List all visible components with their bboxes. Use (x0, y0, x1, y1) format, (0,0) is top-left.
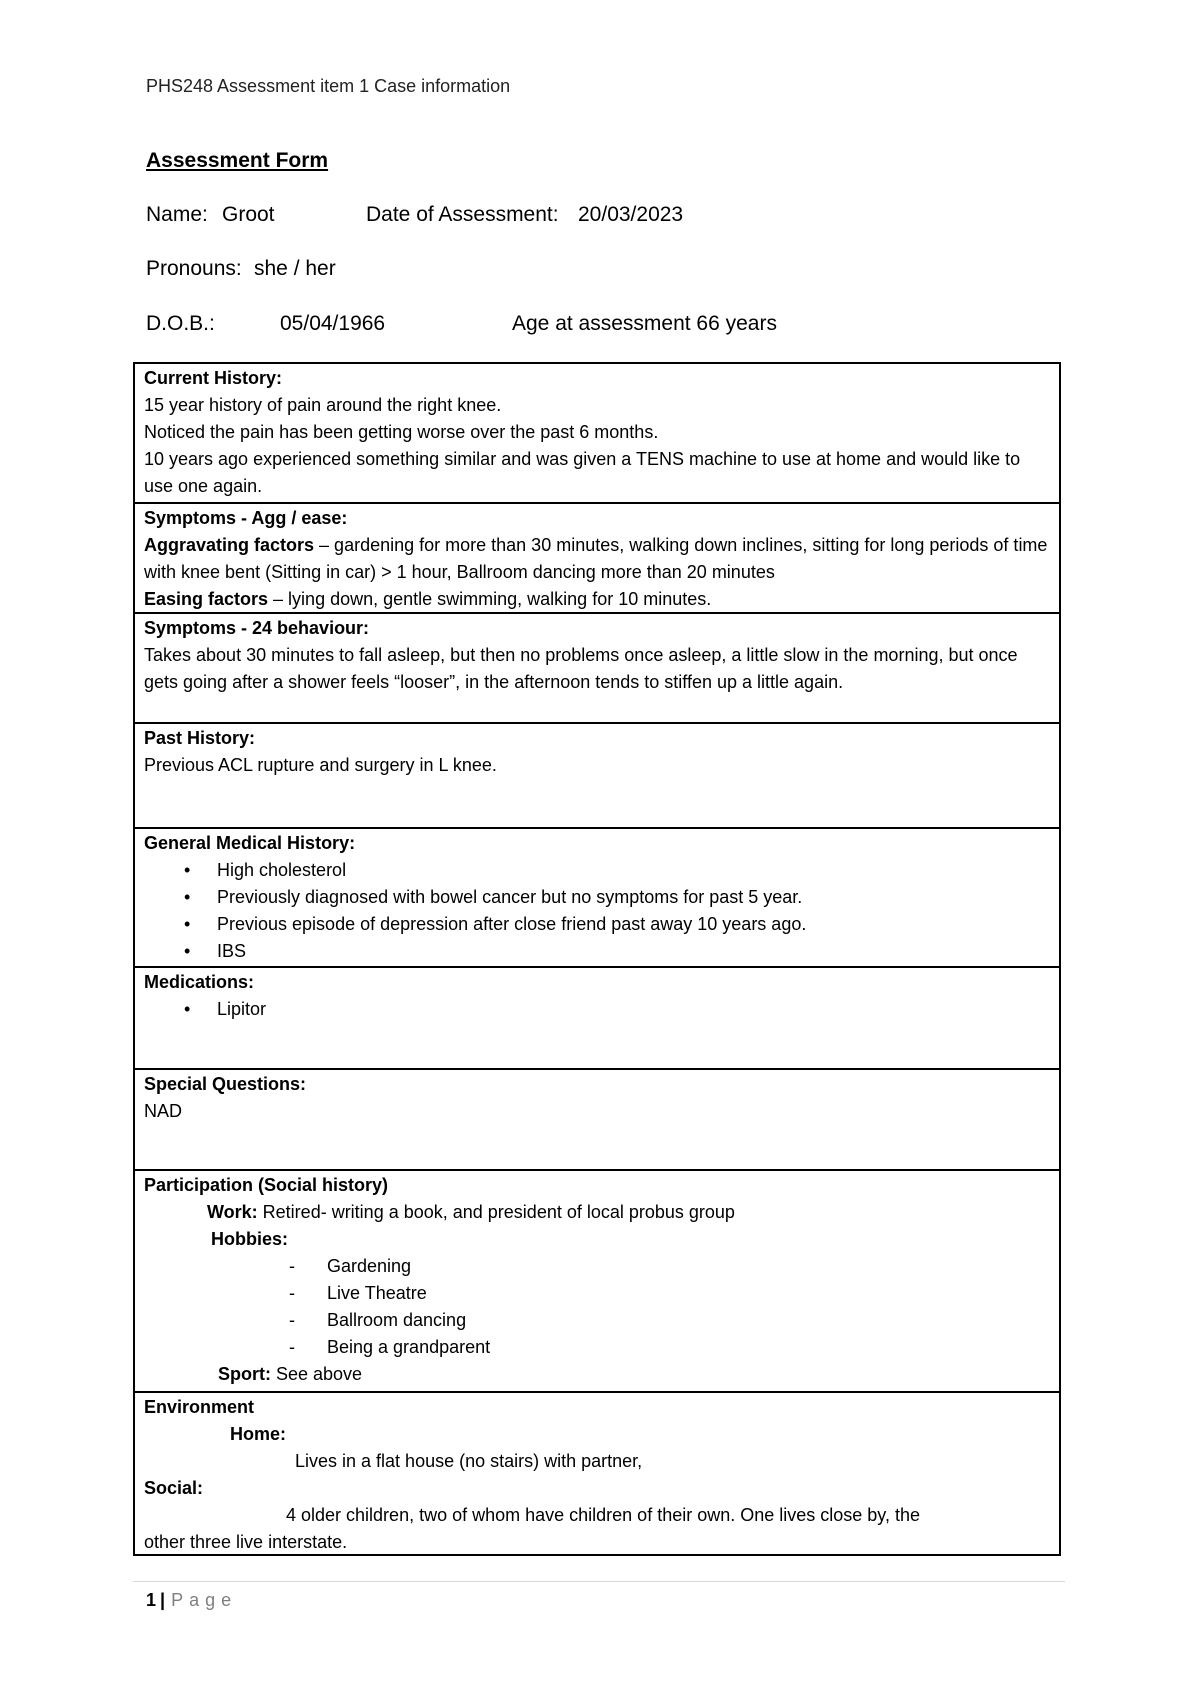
work-text: Retired- writing a book, and president of local probus group (257, 1202, 735, 1222)
dob-label: D.O.B.: (146, 312, 215, 335)
hobbies-list (144, 1253, 1051, 1361)
page-word: Page (171, 1590, 238, 1610)
assessment-table (133, 362, 1061, 1556)
sport-label: Sport: (218, 1364, 271, 1384)
list-item: • High cholesterol (144, 857, 1051, 884)
symptoms-24-text: Takes about 30 minutes to fall asleep, but then no problems once asleep, a little slow in the morning, but once gets going after a shower feels “looser”, in the afternoon tends to stiffen up a little again. (144, 645, 1018, 692)
symptoms-24-label: Symptoms - 24 behaviour: (144, 618, 370, 638)
list-item: • IBS (144, 938, 1051, 965)
name-value: Groot (222, 203, 275, 226)
list-item: • Previous episode of depression after close friend past away 10 years ago. (144, 911, 1051, 938)
past-history-text: Previous ACL rupture and surgery in L knee. (144, 755, 497, 775)
medications-label: Medications: (144, 972, 255, 992)
name-label: Name: (146, 203, 208, 226)
dob-value: 05/04/1966 (280, 312, 386, 335)
list-item: • Previously diagnosed with bowel cancer but no symptoms for past 5 year. (144, 884, 1051, 911)
current-history-line: 15 year history of pain around the right knee. (144, 395, 502, 415)
page-number: 1 (146, 1590, 157, 1610)
home-text: Lives in a flat house (no stairs) with partner, (295, 1451, 643, 1471)
section-participation (135, 1169, 1059, 1391)
social-text: 4 older children, two of whom have children of their own. One lives close by, the (286, 1505, 920, 1525)
section-symptoms-24 (135, 612, 1059, 722)
footer-divider (133, 1581, 1065, 1582)
aggravating-factors-label: Aggravating factors (144, 535, 315, 555)
section-symptoms-agg-ease (135, 502, 1059, 612)
hobbies-label: Hobbies: (211, 1229, 289, 1249)
social-label: Social: (144, 1478, 204, 1498)
past-history-label: Past History: (144, 728, 256, 748)
section-general-medical-history (135, 827, 1059, 966)
aggravating-factors-text: – gardening for more than 30 minutes, walking down inclines, sitting for long periods of time with knee bent (Sitting in car) > 1 hour, Ballroom dancing more than 20 minutes (144, 535, 1048, 582)
general-medical-label: General Medical History: (144, 833, 356, 853)
section-medications (135, 966, 1059, 1068)
pronouns-label: Pronouns: (146, 257, 242, 280)
easing-factors-label: Easing factors (144, 589, 269, 609)
footer-separator: | (160, 1590, 166, 1610)
list-item: • Lipitor (144, 996, 1051, 1023)
list-item: - Live Theatre (144, 1280, 1051, 1307)
medications-list (144, 996, 1051, 1023)
current-history-label: Current History: (144, 368, 283, 388)
special-questions-text: NAD (144, 1101, 183, 1121)
current-history-line: Noticed the pain has been getting worse over the past 6 months. (144, 422, 659, 442)
section-environment (135, 1391, 1059, 1554)
section-past-history (135, 722, 1059, 827)
aggravating-factors (144, 532, 1051, 586)
form-title: Assessment Form (146, 149, 329, 172)
date-label: Date of Assessment: (366, 203, 559, 226)
symptoms-agg-label: Symptoms - Agg / ease: (144, 508, 348, 528)
participation-label: Participation (Social history) (144, 1175, 389, 1195)
current-history-line: 10 years ago experienced something similar and was given a TENS machine to use at home and would like to use one again. (144, 449, 1021, 496)
list-item: - Being a grandparent (144, 1334, 1051, 1361)
page-footer (146, 1590, 237, 1611)
list-item: - Ballroom dancing (144, 1307, 1051, 1334)
easing-factors (144, 586, 1051, 612)
work-label: Work: (207, 1202, 258, 1222)
social-text: other three live interstate. (144, 1532, 348, 1552)
pronouns-value: she / her (254, 257, 336, 280)
work-line (144, 1199, 1051, 1226)
home-label: Home: (230, 1424, 287, 1444)
general-medical-list (144, 857, 1051, 965)
easing-factors-text: – lying down, gentle swimming, walking for 10 minutes. (268, 589, 712, 609)
sport-text: See above (271, 1364, 363, 1384)
age-text: Age at assessment 66 years (512, 312, 777, 335)
section-current-history (135, 364, 1059, 502)
special-questions-label: Special Questions: (144, 1074, 307, 1094)
page-header: PHS248 Assessment item 1 Case information (146, 76, 511, 96)
sport-line (144, 1361, 1051, 1388)
date-value: 20/03/2023 (578, 203, 684, 226)
section-special-questions (135, 1068, 1059, 1169)
environment-label: Environment (144, 1397, 255, 1417)
list-item: - Gardening (144, 1253, 1051, 1280)
